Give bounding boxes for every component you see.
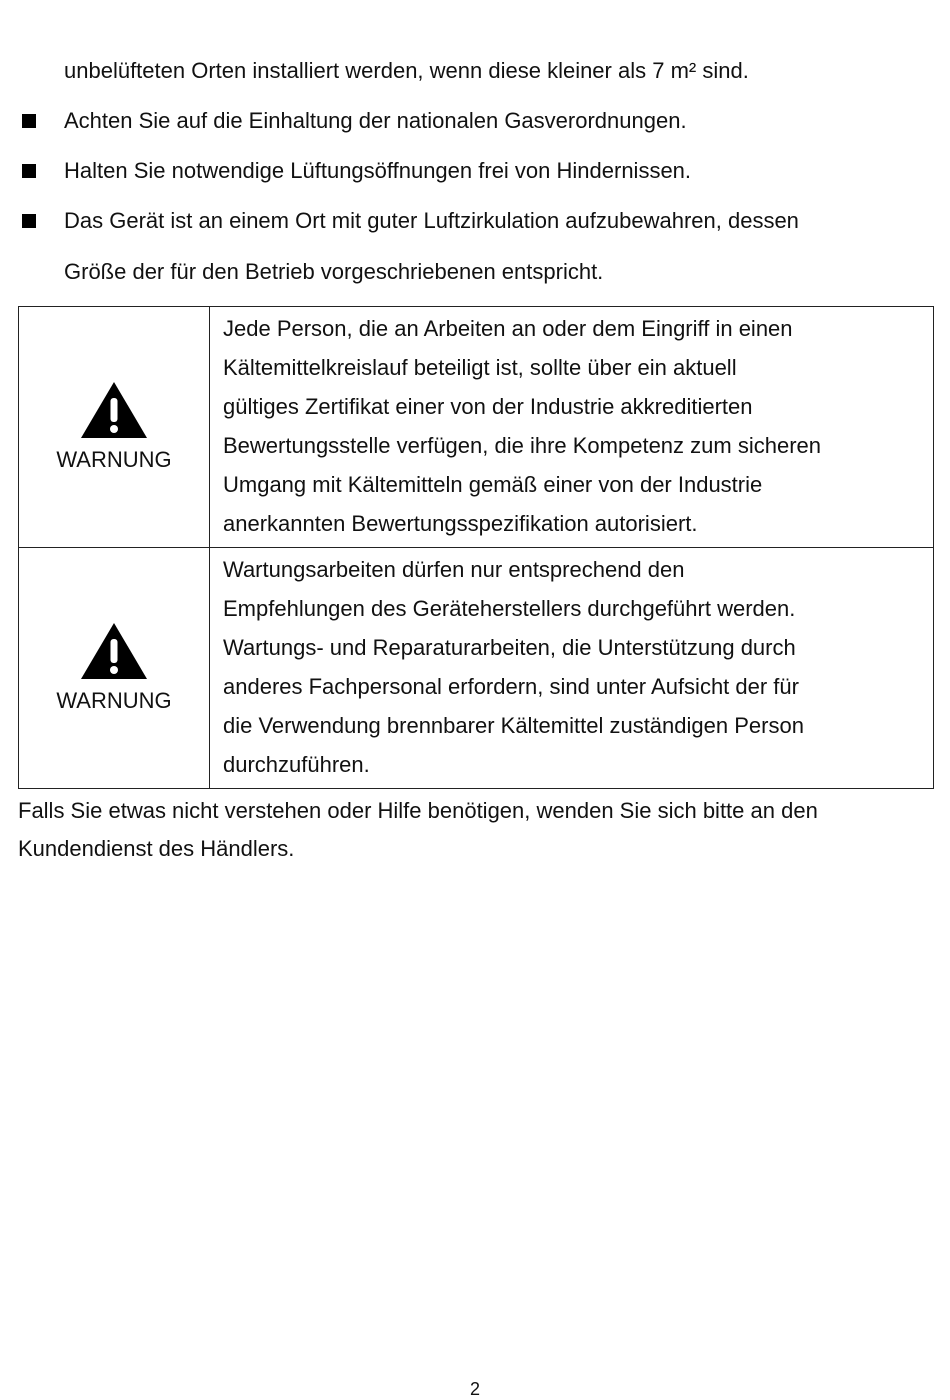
intro-continuation: unbelüfteten Orten installiert werden, wenn diese kleiner als 7 m² sind. — [64, 58, 749, 83]
footer-note — [18, 792, 928, 868]
footer-note-line-2: Kundendienst des Händlers. — [18, 836, 295, 861]
warning-triangle-icon — [79, 380, 149, 440]
warning-text-line: gültiges Zertifikat einer von der Industrie akkreditierten — [223, 394, 753, 419]
warning-text-line: Wartungs- und Reparaturarbeiten, die Unterstützung durch — [223, 635, 796, 660]
warning-text-line: Bewertungsstelle verfügen, die ihre Kompetenz zum sicheren — [223, 433, 821, 458]
warning-row — [19, 548, 934, 789]
bullet-item-1: Achten Sie auf die Einhaltung der nationalen Gasverordnungen. — [64, 108, 687, 133]
warning-text-line: die Verwendung brennbarer Kältemittel zuständigen Person — [223, 713, 804, 738]
bullet-item-3-line-2: Größe der für den Betrieb vorgeschriebenen entspricht. — [64, 259, 604, 284]
warning-text-line: anderes Fachpersonal erfordern, sind unter Aufsicht der für — [223, 674, 799, 699]
bullet-item-2: Halten Sie notwendige Lüftungsöffnungen frei von Hindernissen. — [64, 158, 692, 183]
warning-table — [18, 306, 934, 789]
warning-text-line: anerkannten Bewertungsspezifikation autorisiert. — [223, 511, 698, 536]
footer-note-line-1: Falls Sie etwas nicht verstehen oder Hilfe benötigen, wenden Sie sich bitte an den — [18, 798, 818, 823]
warning-row — [19, 307, 934, 548]
warning-text-line: Umgang mit Kältemitteln gemäß einer von der Industrie — [223, 472, 763, 497]
warning-text-line: Empfehlungen des Geräteherstellers durchgeführt werden. — [223, 596, 796, 621]
warning-text-line: Jede Person, die an Arbeiten an oder dem Eingriff in einen — [223, 316, 793, 341]
warning-text-line: Kältemittelkreislauf beteiligt ist, sollte über ein aktuell — [223, 355, 737, 380]
bullet-item-3-line-1: Das Gerät ist an einem Ort mit guter Luftzirkulation aufzubewahren, dessen — [64, 208, 799, 233]
warning-icon-cell — [19, 307, 210, 548]
warning-triangle-icon — [79, 621, 149, 681]
warning-icon-cell — [19, 548, 210, 789]
bullet-square-icon — [22, 114, 36, 128]
page-number: 2 — [469, 1379, 480, 1399]
warning-label: WARNUNG — [56, 447, 172, 472]
bullet-square-icon — [22, 214, 36, 228]
warning-label: WARNUNG — [56, 688, 172, 713]
warning-text-line: durchzuführen. — [223, 752, 370, 777]
bullet-square-icon — [22, 164, 36, 178]
warning-text-line: Wartungsarbeiten dürfen nur entsprechend den — [223, 557, 685, 582]
warning-text-cell — [210, 548, 934, 789]
warning-text-cell — [210, 307, 934, 548]
